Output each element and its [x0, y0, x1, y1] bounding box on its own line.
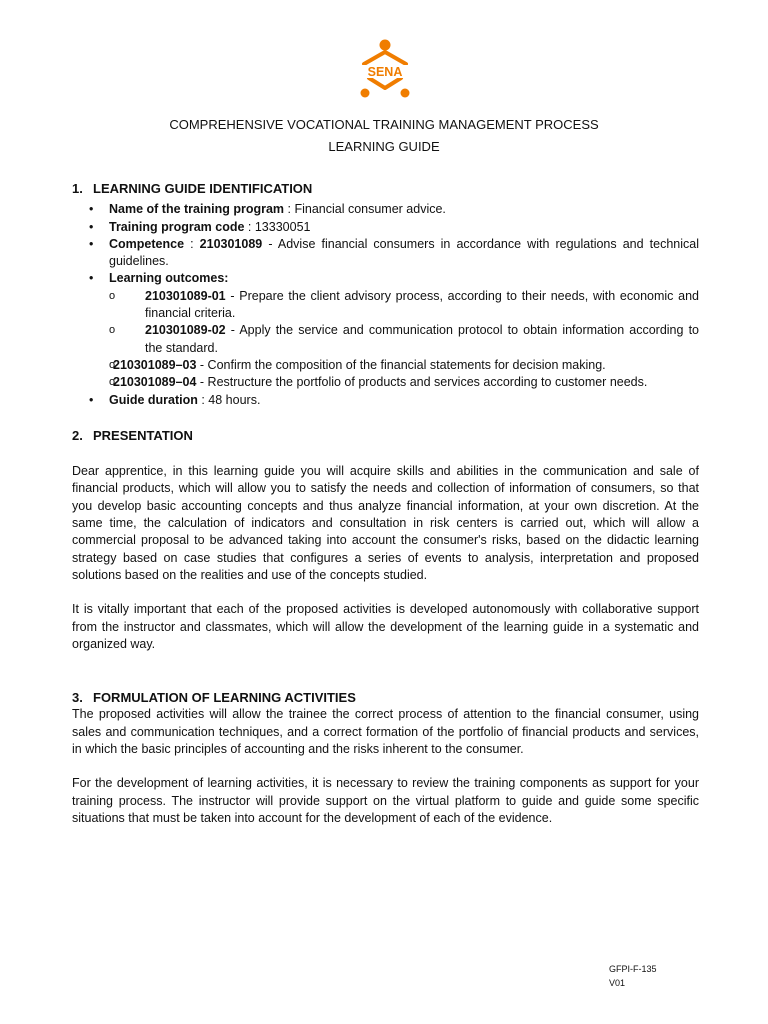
logo-text: SENA [367, 65, 403, 79]
activities-paragraph: For the development of learning activities, it is necessary to review the training components as support for your training process. The instructor will provide support on the virtual platform to guide and guide some specific situations that must be taken into account for the development of each of the evidence. [72, 776, 699, 825]
guide-title: LEARNING GUIDE [328, 139, 440, 154]
outcome-item: o 210301089-01 - Prepare the client advisory process, according to their needs, with economic and financial criteria. [95, 288, 699, 323]
outcome-item: o 210301089-02 - Apply the service and communication protocol to obtain information according to the standard. [95, 322, 699, 357]
identification-list [72, 201, 699, 409]
outcomes-list [109, 288, 699, 392]
activities-paragraph: The proposed activities will allow the trainee the correct process of attention to the financial consumer, using sales and communication techniques, and a correct formation of the portfolio of financial products and services, in which the basic principles of accounting and the risks inherent to the consumer. [72, 707, 699, 757]
section-heading-activities: 3. FORMULATION OF LEARNING ACTIVITIES [72, 690, 356, 706]
document-body [72, 180, 699, 827]
form-version: V01 [609, 978, 626, 988]
presentation-paragraph: It is vitally important that each of the proposed activities is developed autonomously with collaborative support from the instructor and classmates, which will allow the development of the learning guide in a systematic and organized way. [72, 602, 699, 651]
guide-duration-item: • Guide duration : 48 hours. [72, 392, 699, 409]
section-heading-identification: 1. LEARNING GUIDE IDENTIFICATION [72, 181, 313, 196]
form-code: GFPI-F-135 [609, 964, 657, 974]
section-heading-presentation: 2. PRESENTATION [72, 427, 193, 443]
learning-outcomes-item: • Learning outcomes: o 210301089-01 - Prepare the client advisory process, according to their needs, with economic and financial criteria. o 210301089-02 - Apply the service and communication protocol to obtain information according to the standard. o 210301089–03 - Confirm the composition of the financial statements for decision making. o 210301089–04 - Restructure the portfolio of products and services according to customer needs. [72, 270, 699, 391]
program-name-item: • Name of the training program : Financial consumer advice. [72, 201, 699, 218]
sena-logo [355, 38, 415, 100]
process-title: COMPREHENSIVE VOCATIONAL TRAINING MANAGEMENT PROCESS [169, 117, 599, 132]
outcome-item: o 210301089–03 - Confirm the composition of the financial statements for decision making. [104, 357, 699, 374]
presentation-paragraph: Dear apprentice, in this learning guide you will acquire skills and abilities in the communication and sale of financial products, which will allow you to satisfy the needs and collection of information of consumers, so that you develop basic accounting concepts and thus analyze financial information, at your own discretion. At the same time, the calculation of indicators and consultation in risk centers is carried out, which will allow a commercial proposal to be advanced taking into account the consumer's risks, based on the didactic learning strategy based on case studies that configures a series of events to analysis, interpretation and proposed solutions based on the realities and use of the concepts studied. [72, 464, 699, 582]
program-code-item: • Training program code : 13330051 [72, 219, 699, 236]
competence-item: • Competence : 210301089 - Advise financial consumers in accordance with regulations and technical guidelines. [72, 236, 699, 271]
form-footer [609, 962, 657, 990]
outcome-item: o 210301089–04 - Restructure the portfolio of products and services according to customer needs. [104, 374, 699, 391]
